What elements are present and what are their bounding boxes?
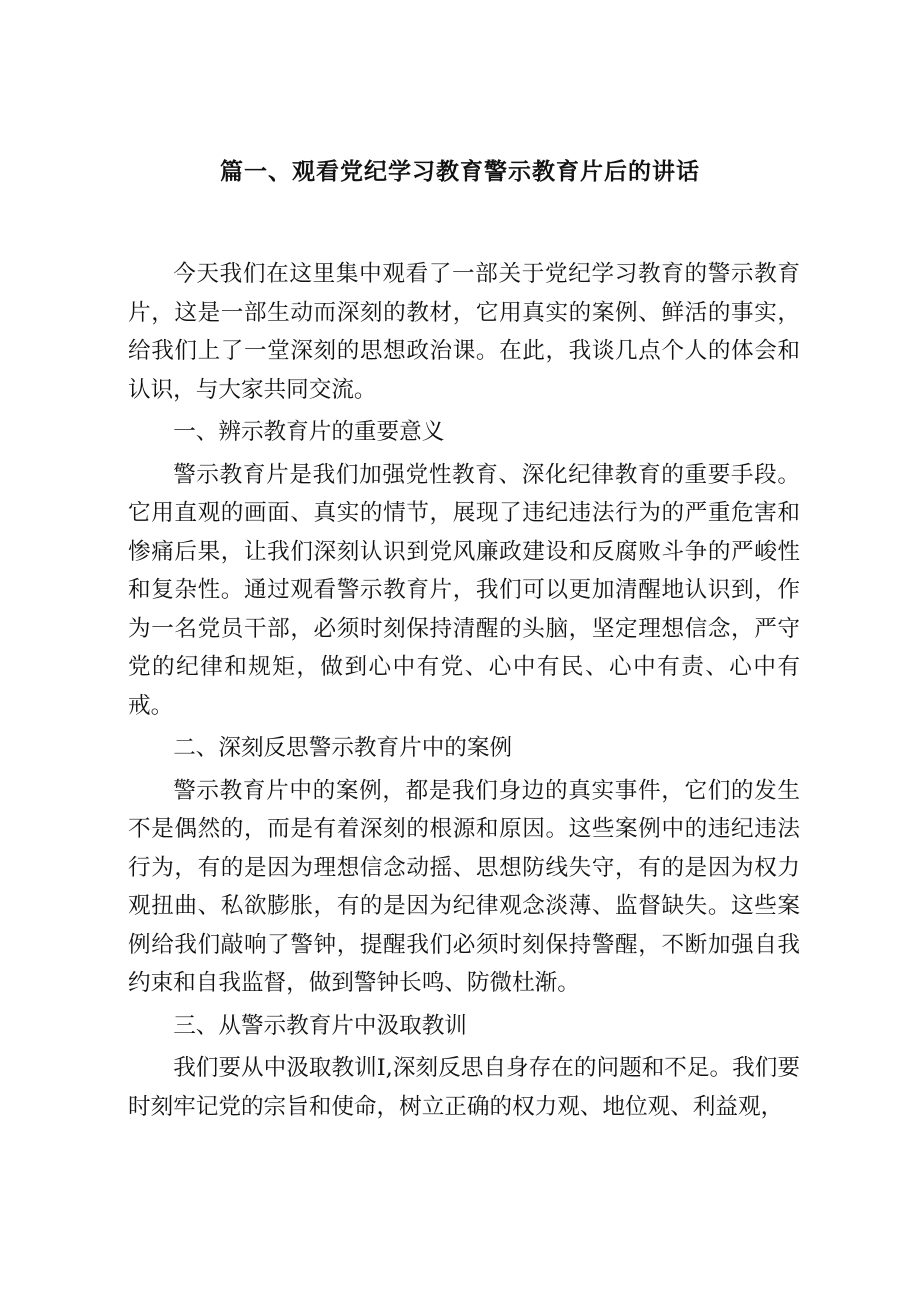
section-heading-1: 一、辨示教育片的重要意义 [173, 419, 445, 445]
section-paragraph-3: 我们要从中汲取教训I,深刻反思自身存在的问题和不足。我们要时刻牢记党的宗旨和使命，树立正确的权力观、地位观、利益观， [128, 1055, 800, 1120]
document-body [128, 255, 800, 1126]
document-title: 篇一、观看党纪学习教育警示教育片后的讲话 [220, 159, 700, 185]
section-paragraph-2: 警示教育片中的案例，都是我们身边的真实事件，它们的发生不是偶然的，而是有着深刻的根源和原因。这些案例中的违纪违法行为，有的是因为理想信念动摇、思想防线失守，有的是因为权力观扭曲、私欲膨胀，有的是因为纪律观念淡薄、监督缺失。这些案例给我们敲响了警钟，提醒我们必须时刻保持警醒，不断加强自我约束和自我监督，做到警钟长鸣、防微杜渐。 [128, 777, 800, 996]
intro-paragraph: 今天我们在这里集中观看了一部关于党纪学习教育的警示教育片，这是一部生动而深刻的教材，它用真实的案例、鲜活的事实，给我们上了一堂深刻的思想政治课。在此，我谈几点个人的体会和认识，与大家共同交流。 [128, 261, 800, 403]
section-heading-2: 二、深刻反思警示教育片中的案例 [173, 735, 513, 761]
section-heading-3: 三、从警示教育片中汲取教训 [173, 1012, 467, 1039]
section-paragraph-1: 警示教育片是我们加强党性教育、深化纪律教育的重要手段。它用直观的画面、真实的情节，展现了违纪违法行为的严重危害和惨痛后果，让我们深刻认识到党风廉政建设和反腐败斗争的严峻性和复杂性。通过观看警示教育片，我们可以更加清醒地认识到，作为一名党员干部，必须时刻保持清醒的头脑，坚定理想信念，严守党的纪律和规矩，做到心中有党、心中有民、心中有责、心中有戒。 [128, 461, 800, 719]
